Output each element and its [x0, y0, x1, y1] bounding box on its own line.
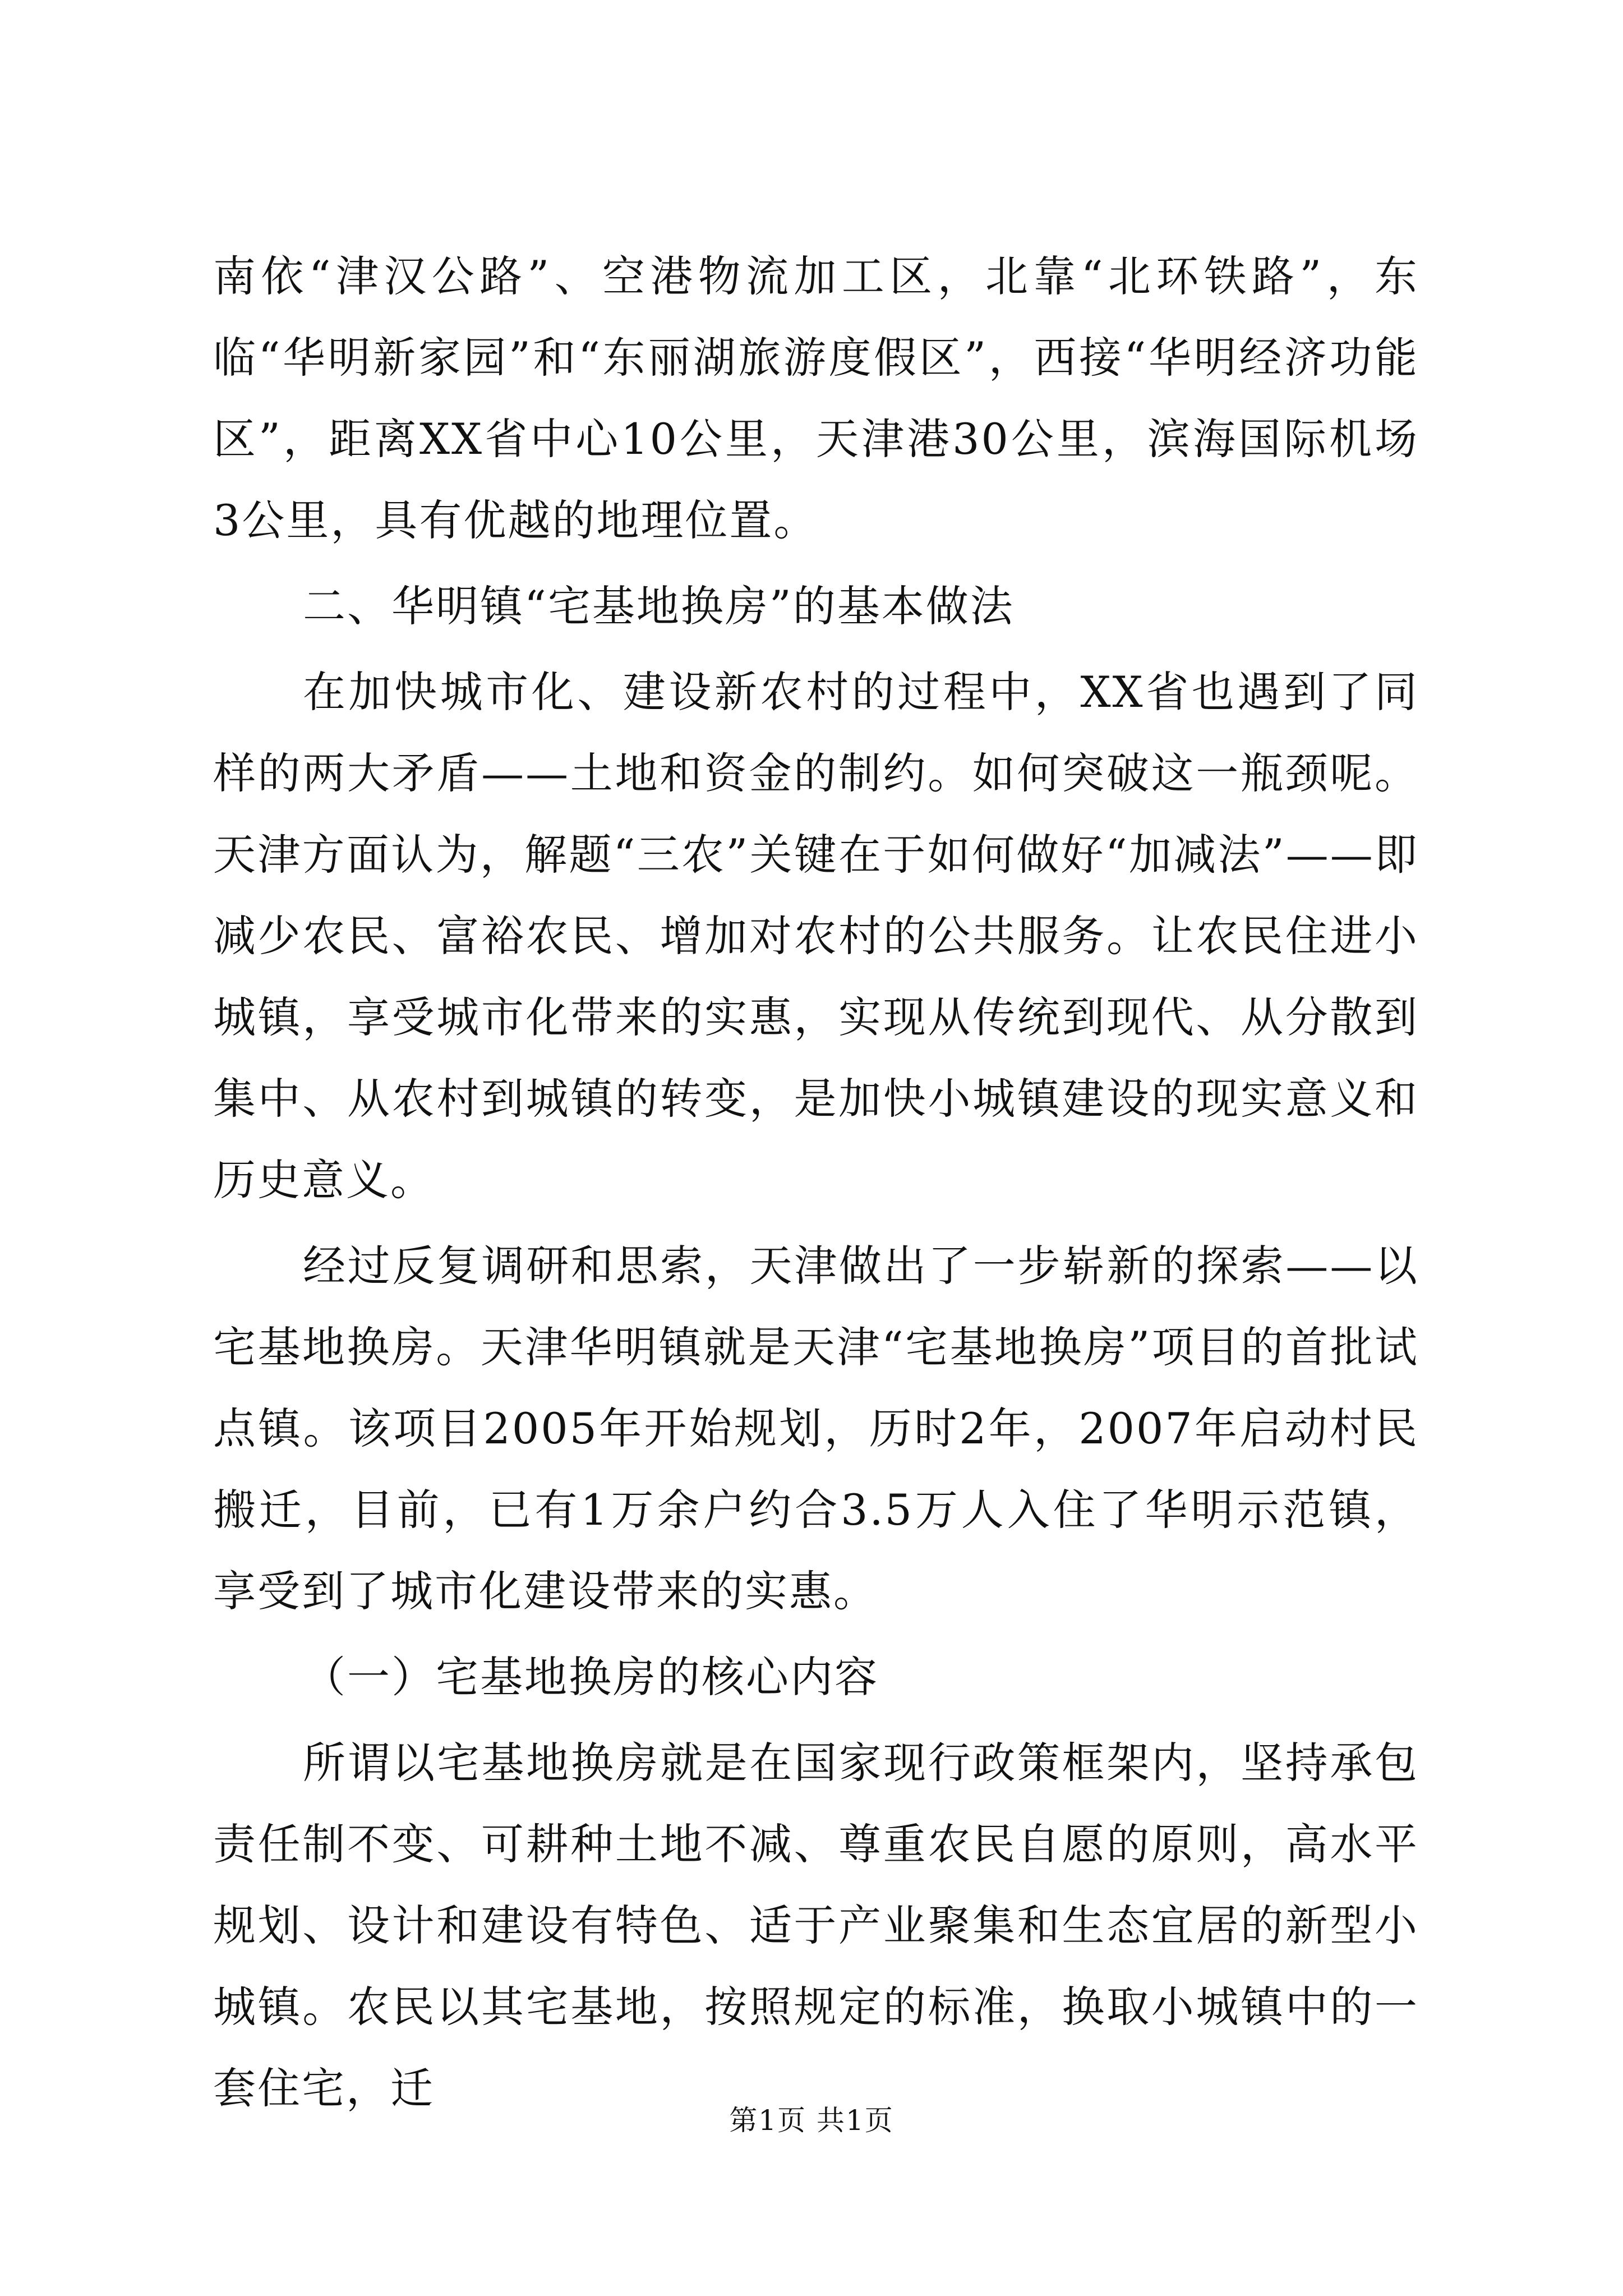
section-heading-basic-practice: 二、华明镇“宅基地换房”的基本做法 [303, 581, 1015, 631]
paragraph-urbanization: 在加快城市化、建设新农村的过程中，XX省也遇到了同样的两大矛盾——土地和资金的制约。如何突破这一瓶颈呢。天津方面认为，解题“三农”关键在于如何做好“加减法”——即减少农民、富裕农民、增加对农村的公共服务。让农民住进小城镇，享受城市化带来的实惠，实现从传统到现代、从分散到集中、从农村到城镇的转变，是加快小城镇建设的现实意义和历史意义。 [213, 667, 1419, 1205]
paragraph-location: 南依“津汉公路”、空港物流加工区，北靠“北环铁路”，东临“华明新家园”和“东丽湖旅游度假区”，西接“华明经济功能区”，距离XX省中心10公里，天津港30公里，滨海国际机场3公里，具有优越的地理位置。 [213, 251, 1419, 545]
paragraph-exploration: 经过反复调研和思索，天津做出了一步崭新的探索——以宅基地换房。天津华明镇就是天津“宅基地换房”项目的首批试点镇。该项目2005年开始规划，历时2年，2007年启动村民搬迁，目前，已有1万余户约合3.5万人入住了华明示范镇，享受到了城市化建设带来的实惠。 [213, 1241, 1419, 1616]
document-body [213, 236, 1419, 2133]
page-number-footer: 第1页 共1页 [729, 2104, 894, 2137]
paragraph-definition: 所谓以宅基地换房就是在国家现行政策框架内，坚持承包责任制不变、可耕种土地不减、尊重农民自愿的原则，高水平规划、设计和建设有特色、适于产业聚集和生态宜居的新型小城镇。农民以其宅基地，按照规定的标准，换取小城镇中的一套住宅，迁 [213, 1738, 1419, 2113]
subsection-heading-core-content: （一）宅基地换房的核心内容 [303, 1652, 879, 1702]
